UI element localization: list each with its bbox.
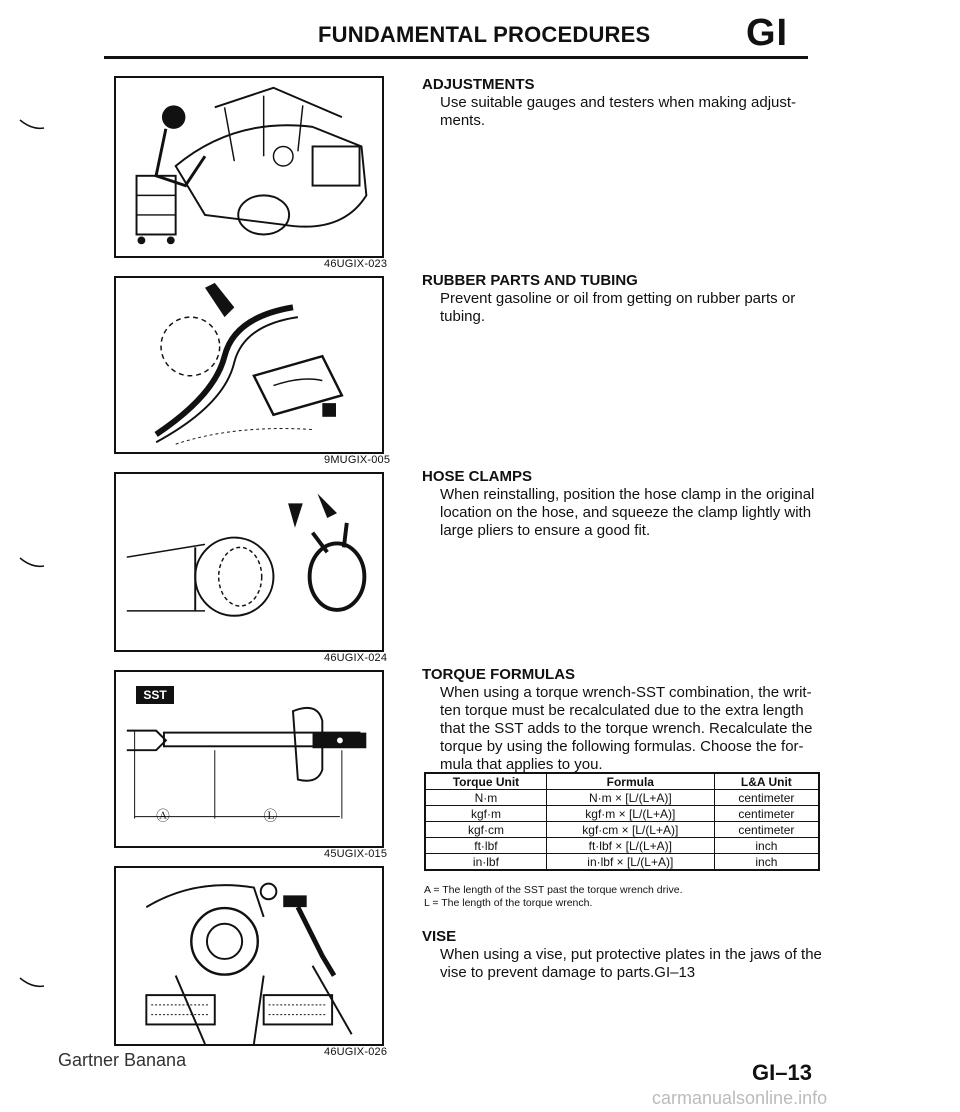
header-rule — [104, 56, 808, 59]
rubber-tubing-icon — [116, 278, 382, 452]
torque-table — [424, 772, 820, 871]
table-cell: inch — [714, 838, 819, 854]
section-heading: RUBBER PARTS AND TUBING — [422, 272, 638, 289]
table-cell: kgf·m × [L/(L+A)] — [546, 806, 714, 822]
table-cell: kgf·cm × [L/(L+A)] — [546, 822, 714, 838]
table-cell: centimeter — [714, 822, 819, 838]
label-a: Ⓐ — [156, 808, 170, 825]
table-row — [425, 838, 819, 854]
figure-adjustments — [114, 76, 384, 258]
margin-mark — [18, 556, 46, 570]
table-cell: in·lbf — [425, 854, 546, 871]
column-header: L&A Unit — [714, 773, 819, 790]
hose-clamp-icon — [116, 474, 382, 650]
footer-site: carmanualsonline.info — [652, 1088, 828, 1108]
table-cell: inch — [714, 854, 819, 871]
section-vise — [422, 928, 822, 982]
mechanic-car-icon — [116, 78, 382, 256]
section-heading: TORQUE FORMULAS — [422, 666, 576, 683]
section-body: Prevent gasoline or oil from getting on rubber parts or tubing. — [440, 290, 796, 325]
table-row — [425, 854, 819, 871]
figure-code: 46UGIX-024 — [324, 652, 388, 664]
margin-mark — [18, 118, 46, 132]
figure-hose-clamp — [114, 472, 384, 652]
figure-code: 45UGIX-015 — [324, 848, 388, 860]
section-body: When reinstalling, position the hose clamp in the original location on the hose, and squeeze the clamp lightly with large pliers to ensure a good fit. — [440, 486, 815, 539]
figure-code: 46UGIX-026 — [324, 1046, 388, 1058]
table-cell: kgf·cm — [425, 822, 546, 838]
figure-rubber-tubing — [114, 276, 384, 454]
table-row — [425, 790, 819, 806]
figure-code: 46UGIX-023 — [324, 258, 388, 270]
table-note-a: A = The length of the SST past the torque wrench drive. — [424, 884, 683, 896]
table-note-l: L = The length of the torque wrench. — [424, 897, 593, 909]
section-heading: HOSE CLAMPS — [422, 468, 533, 485]
section-hose — [422, 468, 822, 540]
section-torque — [422, 666, 822, 774]
vise-icon — [116, 868, 382, 1044]
table-cell: ft·lbf × [L/(L+A)] — [546, 838, 714, 854]
column-header: Torque Unit — [425, 773, 546, 790]
table-header-row — [425, 773, 819, 790]
table-cell: N·m × [L/(L+A)] — [546, 790, 714, 806]
page-number: GI–13 — [752, 1060, 812, 1085]
figure-torque-wrench — [114, 670, 384, 848]
table-cell: N·m — [425, 790, 546, 806]
sst-badge: SST — [136, 686, 174, 704]
table-cell: centimeter — [714, 806, 819, 822]
table-row — [425, 822, 819, 838]
watermark: Gartner Banana — [58, 1050, 187, 1070]
margin-mark — [18, 976, 46, 990]
section-rubber — [422, 272, 822, 326]
table-cell: ft·lbf — [425, 838, 546, 854]
table-row — [425, 806, 819, 822]
figure-vise — [114, 866, 384, 1046]
section-body: When using a vise, put protective plates in the jaws of the vise to prevent damage to parts.GI–13 — [440, 946, 822, 981]
section-code: GI — [746, 12, 789, 54]
column-header: Formula — [546, 773, 714, 790]
section-body: When using a torque wrench-SST combination, the writ-ten torque must be recalculated due to the extra length that the SST adds to the torque wrench. Recalculate the torque by using the following formulas. Choose the for-mula that applies to you. — [440, 684, 813, 773]
page-title: FUNDAMENTAL PROCEDURES — [318, 22, 651, 47]
table-cell: centimeter — [714, 790, 819, 806]
section-adjustments — [422, 76, 822, 130]
table-cell: kgf·m — [425, 806, 546, 822]
section-heading: ADJUSTMENTS — [422, 76, 535, 93]
section-heading: VISE — [422, 928, 457, 945]
label-l: Ⓛ — [263, 808, 278, 825]
section-body: Use suitable gauges and testers when making adjust-ments. — [440, 94, 797, 129]
figure-code: 9MUGIX-005 — [324, 454, 391, 466]
table-cell: in·lbf × [L/(L+A)] — [546, 854, 714, 871]
